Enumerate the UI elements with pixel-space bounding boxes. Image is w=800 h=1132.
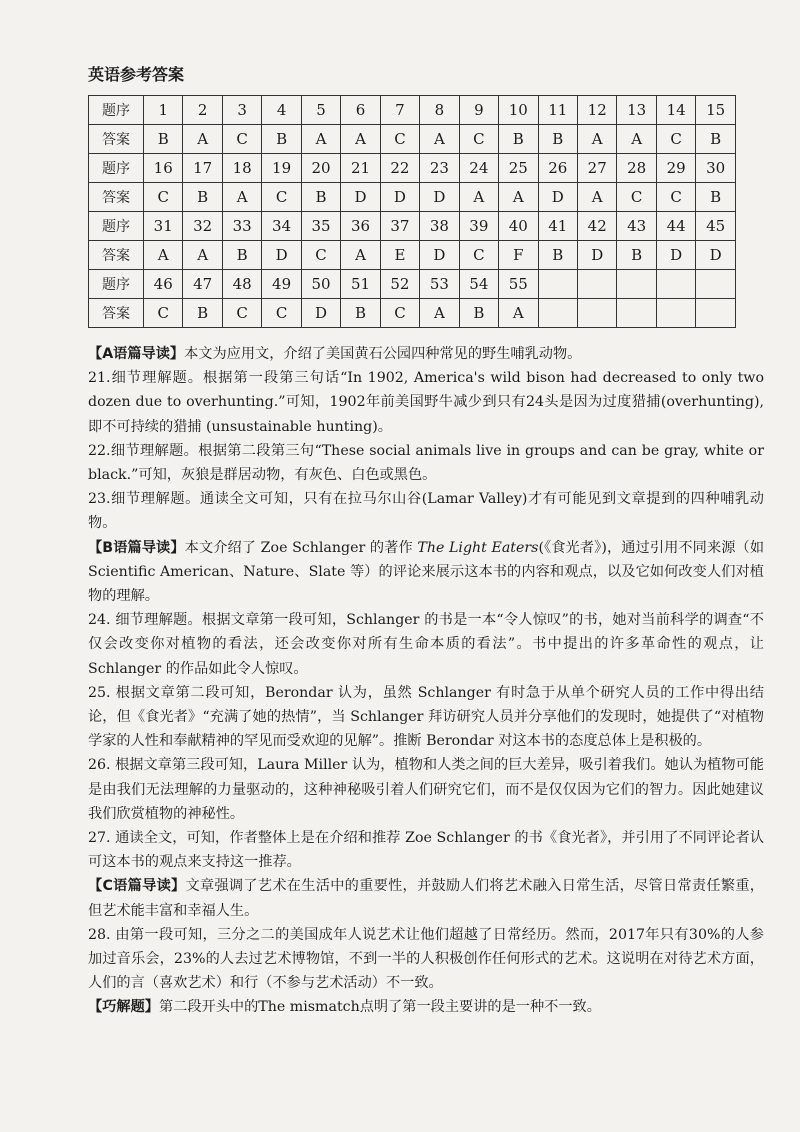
table-cell: 6 [341, 96, 380, 125]
table-cell [577, 270, 616, 299]
table-cell: F [499, 241, 538, 270]
table-cell: 12 [577, 96, 616, 125]
table-cell: 32 [183, 212, 222, 241]
table-cell: 2 [183, 96, 222, 125]
table-cell: D [577, 241, 616, 270]
table-cell: 22 [380, 154, 419, 183]
paragraph-q23: 23.细节理解题。通读全文可知，只有在拉马尔山谷(Lamar Valley)才有可能见到文章提到的四种哺乳动物。 [88, 491, 764, 532]
table-cell: 7 [380, 96, 419, 125]
table-cell: A [144, 241, 183, 270]
table-cell: A [577, 125, 616, 154]
section-tag-a: 【A语篇导读】 [88, 346, 185, 362]
table-cell: 13 [617, 96, 656, 125]
table-cell: A [183, 241, 222, 270]
table-cell: 40 [499, 212, 538, 241]
table-cell: C [656, 125, 695, 154]
paragraph-b-intro [88, 536, 764, 609]
table-row [89, 154, 736, 183]
paragraph-q28: 28. 由第一段可知，三分之二的美国成年人说艺术让他们超越了日常经历。然而，2017年只有30%的人参加过音乐会，23%的人去过艺术博物馆，不到一半的人积极创作任何形式的艺术。这说明在对待艺术方面，人们的言（喜欢艺术）和行（不参与艺术活动）不一致。 [88, 926, 764, 992]
row-label: 答案 [89, 183, 144, 212]
table-cell: 52 [380, 270, 419, 299]
row-label: 答案 [89, 125, 144, 154]
paragraph-q21: 21.细节理解题。根据第一段第三句话“In 1902, America's wild bison had decreased to only two dozen due to overhunting.”可知，1902年前美国野牛减少到只有24头是因为过度猎捕(overhunting), 即不可持续的猎捕 (unsustainable hunting)。 [88, 370, 764, 435]
table-cell: A [577, 183, 616, 212]
table-cell: B [538, 241, 577, 270]
table-cell [696, 299, 736, 328]
table-cell: D [538, 183, 577, 212]
section-tag-tip: 【巧解题】 [88, 999, 159, 1016]
row-label: 答案 [89, 241, 144, 270]
row-label: 题序 [89, 96, 144, 125]
row-label: 题序 [89, 270, 144, 299]
table-cell: B [617, 241, 656, 270]
table-cell: 27 [577, 154, 616, 183]
table-cell: E [380, 241, 419, 270]
explanations [88, 342, 764, 1020]
table-cell: 26 [538, 154, 577, 183]
table-cell: 37 [380, 212, 419, 241]
table-cell: 33 [222, 212, 261, 241]
paragraph-text: 第二段开头中的The mismatch点明了第一段主要讲的是一种不一致。 [158, 999, 601, 1016]
table-cell: 48 [222, 270, 261, 299]
table-cell: C [380, 125, 419, 154]
table-cell: 23 [420, 154, 459, 183]
table-cell: A [341, 125, 380, 154]
table-cell: 54 [459, 270, 498, 299]
paragraph-q22: 22.细节理解题。根据第二段第三句“These social animals live in groups and can be gray, white or black.”可知，灰狼是群居动物，有灰色、白色或黑色。 [88, 442, 764, 484]
table-cell: 31 [144, 212, 183, 241]
table-cell: B [301, 183, 340, 212]
row-label: 题序 [89, 212, 144, 241]
page-title: 英语参考答案 [88, 65, 185, 84]
table-cell: 8 [420, 96, 459, 125]
table-cell: 42 [577, 212, 616, 241]
table-cell: B [222, 241, 261, 270]
table-cell: 41 [538, 212, 577, 241]
table-cell: C [262, 299, 301, 328]
row-label: 题序 [89, 154, 144, 183]
table-cell: B [696, 183, 736, 212]
table-row [89, 125, 736, 154]
table-cell: 38 [420, 212, 459, 241]
table-cell [696, 270, 736, 299]
book-title: The Light Eaters [417, 539, 539, 556]
table-row [89, 212, 736, 241]
table-cell: 16 [144, 154, 183, 183]
table-cell: D [380, 183, 419, 212]
table-cell [656, 299, 695, 328]
table-cell: C [380, 299, 419, 328]
table-cell: 39 [459, 212, 498, 241]
table-cell [577, 299, 616, 328]
answer-table [88, 95, 736, 328]
table-cell: A [617, 125, 656, 154]
table-cell: C [222, 125, 261, 154]
table-cell: C [459, 125, 498, 154]
table-cell: D [420, 241, 459, 270]
table-cell: 46 [144, 270, 183, 299]
table-cell: 50 [301, 270, 340, 299]
paragraph-q25: 25. 根据文章第二段可知，Berondar 认为，虽然 Schlanger 有时急于从单个研究人员的工作中得出结论，但《食光者》“充满了她的热情”，当 Schlanger 拜访研究人员并分享他们的发现时，她提供了“对植物学家的人性和奉献精神的罕见而受欢迎的见解”。推断 Berondar 对这本书的态度总体上是积极的。 [88, 684, 764, 750]
table-cell: B [538, 125, 577, 154]
table-cell: A [301, 125, 340, 154]
table-cell: 44 [656, 212, 695, 241]
table-cell: B [341, 299, 380, 328]
table-cell: D [262, 241, 301, 270]
table-cell: 3 [222, 96, 261, 125]
section-tag-c: 【C语篇导读】 [88, 878, 186, 895]
table-row [89, 183, 736, 212]
table-cell: 51 [341, 270, 380, 299]
table-cell: C [459, 241, 498, 270]
paragraph-text: 文章强调了艺术在生活中的重要性，并鼓励人们将艺术融入日常生活，尽管日常责任繁重，但艺术能丰富和幸福人生。 [88, 878, 764, 919]
section-tag-b: 【B语篇导读】 [88, 539, 185, 556]
table-cell: D [301, 299, 340, 328]
table-cell: A [499, 183, 538, 212]
table-cell: 19 [262, 154, 301, 183]
table-cell: 21 [341, 154, 380, 183]
table-row [89, 241, 736, 270]
table-cell: C [617, 183, 656, 212]
table-cell: 53 [420, 270, 459, 299]
table-cell: 49 [262, 270, 301, 299]
table-cell: D [656, 241, 695, 270]
paragraph-tip [88, 995, 764, 1019]
table-cell: 45 [696, 212, 736, 241]
table-cell: 24 [459, 154, 498, 183]
table-row [89, 96, 736, 125]
table-cell: B [262, 125, 301, 154]
table-cell: 34 [262, 212, 301, 241]
table-cell: D [341, 183, 380, 212]
table-cell: 47 [183, 270, 222, 299]
table-cell: 55 [499, 270, 538, 299]
table-cell: 11 [538, 96, 577, 125]
paragraph-q26: 26. 根据文章第三段可知，Laura Miller 认为，植物和人类之间的巨大差异，吸引着我们。她认为植物可能是由我们无法理解的力量驱动的，这种神秘吸引着人们研究它们，而不是仅仅因为它们的智力。因此她建议我们欣赏植物的神秘性。 [88, 757, 764, 822]
table-row [89, 299, 736, 328]
table-cell: 15 [696, 96, 736, 125]
table-cell [656, 270, 695, 299]
paragraph-q27: 27. 通读全文，可知，作者整体上是在介绍和推荐 Zoe Schlanger 的书《食光者》，并引用了不同评论者认可这本书的观点来支持这一推荐。 [88, 830, 764, 871]
paragraph-c-intro [88, 874, 764, 922]
table-cell: 10 [499, 96, 538, 125]
paragraph-text: (《食光者》)，通过引用不同来源（如 Scientific American、Nature、Slate 等）的评论来展示这本书的内容和观点，以及它如何改变人们对植物的理解。 [88, 539, 765, 605]
table-cell [538, 270, 577, 299]
table-cell [617, 270, 656, 299]
table-cell: 29 [656, 154, 695, 183]
table-cell: A [499, 299, 538, 328]
table-cell: C [144, 299, 183, 328]
table-cell: 14 [656, 96, 695, 125]
table-cell: A [341, 241, 380, 270]
table-cell: 20 [301, 154, 340, 183]
table-cell: A [420, 125, 459, 154]
table-cell: 30 [696, 154, 736, 183]
table-cell: A [222, 183, 261, 212]
table-cell: C [262, 183, 301, 212]
table-cell: C [301, 241, 340, 270]
table-cell: 17 [183, 154, 222, 183]
table-cell: B [144, 125, 183, 154]
table-cell: 9 [459, 96, 498, 125]
table-cell: 35 [301, 212, 340, 241]
table-cell: 43 [617, 212, 656, 241]
table-cell: 18 [222, 154, 261, 183]
table-cell: 1 [144, 96, 183, 125]
row-label: 答案 [89, 299, 144, 328]
table-cell: 4 [262, 96, 301, 125]
table-cell: D [420, 183, 459, 212]
table-cell: 5 [301, 96, 340, 125]
table-cell: D [696, 241, 736, 270]
table-cell: 36 [341, 212, 380, 241]
table-cell: A [420, 299, 459, 328]
table-cell: 28 [617, 154, 656, 183]
table-cell: C [144, 183, 183, 212]
table-cell: A [183, 125, 222, 154]
table-cell: B [696, 125, 736, 154]
table-cell: B [183, 183, 222, 212]
table-cell [617, 299, 656, 328]
table-cell [538, 299, 577, 328]
table-cell: B [183, 299, 222, 328]
paragraph-q24: 24. 细节理解题。根据文章第一段可知，Schlanger 的书是一本“令人惊叹”的书，她对当前科学的调查“不仅会改变你对植物的看法，还会改变你对所有生命本质的看法”。书中提出的许多革命性的观点，让 Schlanger 的作品如此令人惊叹。 [88, 612, 764, 677]
paragraph-a-intro [88, 342, 764, 366]
paragraph-text: 本文为应用文，介绍了美国黄石公园四种常见的野生哺乳动物。 [184, 346, 582, 362]
table-cell: B [459, 299, 498, 328]
table-cell: C [656, 183, 695, 212]
table-row [89, 270, 736, 299]
table-cell: B [499, 125, 538, 154]
paragraph-text: 本文介绍了 Zoe Schlanger 的著作 [184, 539, 418, 556]
table-cell: 25 [499, 154, 538, 183]
table-cell: A [459, 183, 498, 212]
table-cell: C [222, 299, 261, 328]
